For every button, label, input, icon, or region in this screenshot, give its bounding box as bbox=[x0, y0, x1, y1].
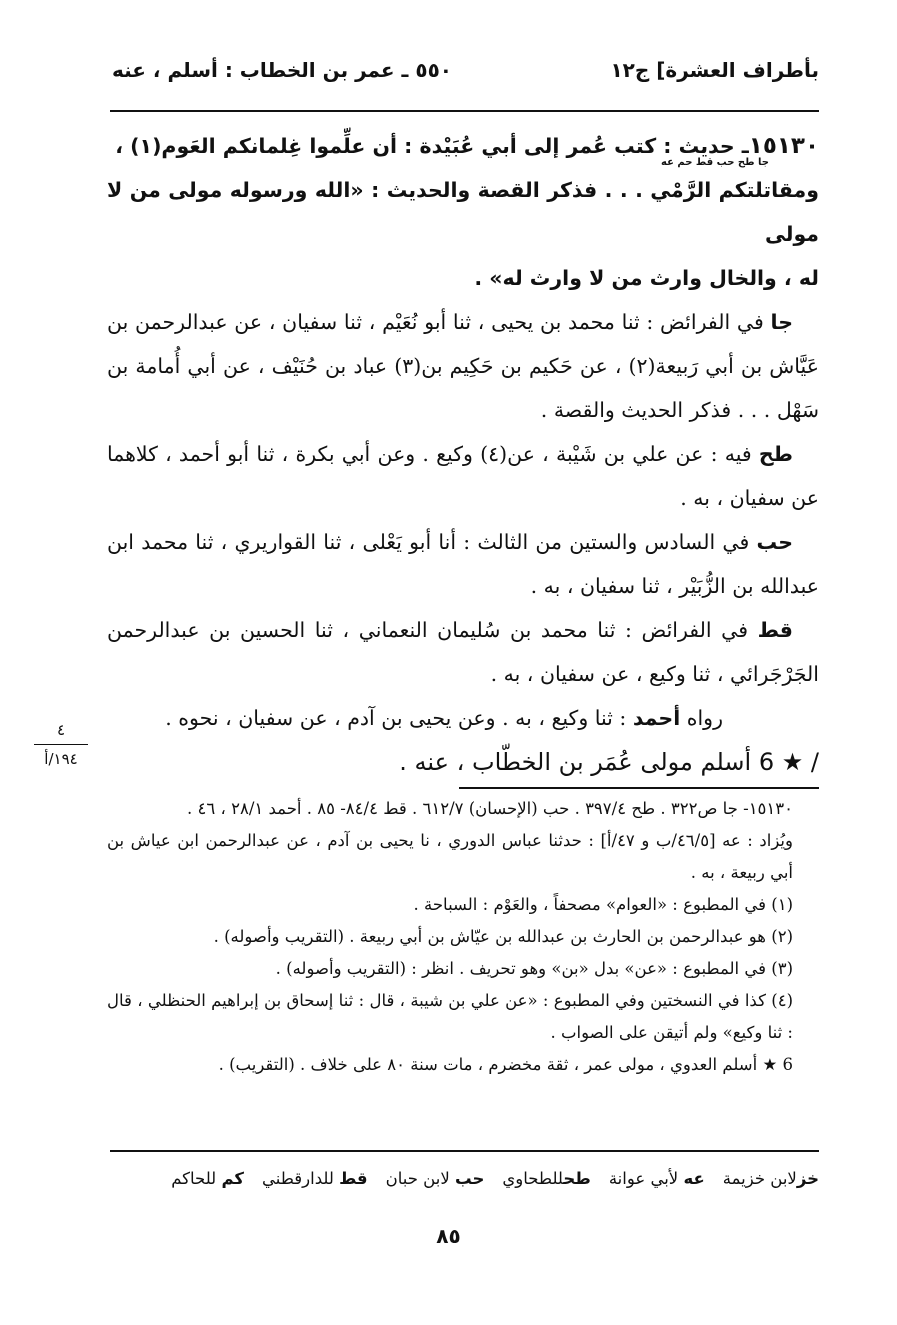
sigla-item: قط للدارقطني bbox=[262, 1169, 368, 1188]
sigla-item: عه لأبي عوانة bbox=[608, 1169, 705, 1188]
paragraph-text: في الفرائض : ثنا محمد بن يحيى ، ثنا أبو نُعَيْم ، ثنا سفيان ، عن عبدالرحمن بن عَيَّاش بن أبي رَبيعة(٢) ، عن حَكيم بن حَكِيم بن(٣) عباد بن حُنَيْف ، عن أبي أُمامة بن سَهْل . . . فذكر الحديث والقصة . bbox=[107, 310, 819, 422]
note-sources: ١٥١٣٠- جا ص٣٢٢ . طح ٣٩٧/٤ . حب (الإحسان) ٦١٢/٧ . قط ٨٤/٤- ٨٥ . أحمد ٢٨/١ ، ٤٦ . bbox=[187, 799, 793, 818]
header-volume: بأطراف العشرة] ج١٢ bbox=[610, 58, 819, 82]
footnotes bbox=[107, 793, 819, 1081]
footnote-rule bbox=[459, 787, 819, 789]
paragraph-text: في السادس والستين من الثالث : أنا أبو يَعْلى ، ثنا القواريري ، ثنا محمد ابن عبدالله بن الزُّبَيْر ، ثنا سفيان ، به . bbox=[107, 530, 819, 598]
source-key: قط bbox=[757, 618, 793, 642]
page-number: ٨٥ bbox=[436, 1224, 461, 1248]
note-addition: ويُزاد : عه [٤٦/٥/ب و ٤٧/أ] : حدثنا عباس الدوري ، نا يحيى بن آدم ، عن عبدالرحمن ابن عياش بن أبي ربيعة ، به . bbox=[107, 831, 793, 882]
paragraph-ja bbox=[107, 300, 819, 432]
sigla-item: حب لابن حبان bbox=[385, 1169, 485, 1188]
footnote-3: (٣) في المطبوع : «عن» بدل «بن» وهو تحريف . انظر : (التقريب وأصوله) . bbox=[275, 959, 793, 978]
ahmad-prefix: رواه bbox=[686, 706, 723, 730]
margin-marker-rule bbox=[34, 744, 88, 745]
hadith-line-3: له ، والخال وارث من لا وارث له» . bbox=[474, 266, 819, 290]
footnote-2: (٢) هو عبدالرحمن بن الحارث بن عبدالله بن عيّاش بن أبي ربيعة . (التقريب وأصوله) . bbox=[213, 927, 793, 946]
footnote-4: (٤) كذا في النسختين وفي المطبوع : «عن علي بن شيبة ، قال : ثنا إسحاق بن إبراهيم الحنظلي ، قال : ثنا وكيع» ولم أتيقن على الصواب . bbox=[107, 991, 793, 1042]
sigla-item: طحللطحاوي bbox=[502, 1169, 591, 1188]
margin-marker-top: ٤ bbox=[56, 721, 66, 739]
main-text bbox=[107, 124, 819, 784]
running-header bbox=[112, 58, 819, 98]
sigla-item: خزلابن خزيمة bbox=[722, 1169, 819, 1188]
paragraph-text: في الفرائض : ثنا محمد بن سُليمان النعماني ، ثنا الحسين بن عبدالرحمن الجَرْجَرائي ، ثنا وكيع ، عن سفيان ، به . bbox=[107, 618, 819, 686]
sigla-legend bbox=[107, 1164, 819, 1194]
footnote-1: (١) في المطبوع : «العوام» مصحفاً ، والعَوْم : السباحة . bbox=[413, 895, 793, 914]
paragraph-qut bbox=[107, 608, 819, 696]
footnote-5: 6 ★ أسلم العدوي ، مولى عمر ، ثقة مخضرم ، مات سنة ٨٠ على خلاف . (التقريب) . bbox=[218, 1055, 793, 1074]
source-key: طح bbox=[758, 442, 793, 466]
source-key: جا bbox=[770, 310, 793, 334]
paragraph-hib bbox=[107, 520, 819, 608]
section-heading bbox=[107, 740, 819, 784]
hadith-lead: ـ حديث : كتب عُمر إلى أبي عُبَيْدة : أن علِّموا غِلمانكم العَوم(١) ، bbox=[115, 134, 749, 158]
header-rule bbox=[110, 110, 819, 112]
hadith-line-2: ومقاتلتكم الرَّمْي . . . فذكر القصة والحديث : «الله ورسوله مولى من لا مولى bbox=[107, 178, 819, 246]
section-marker: 6 ★ / bbox=[758, 748, 819, 776]
hadith-source-codes: جا طح حب قط حم عه bbox=[661, 157, 769, 168]
paragraph-text: فيه : عن علي بن شَيْبة ، عن(٤) وكيع . وعن أبي بكرة ، ثنا أبو أحمد ، كلاهما عن سفيان ، به . bbox=[107, 442, 819, 510]
sigla-rule bbox=[110, 1150, 819, 1152]
header-chapter: ٥٥٠ ـ عمر بن الخطاب : أسلم ، عنه bbox=[112, 58, 452, 82]
source-key: حب bbox=[756, 530, 793, 554]
sigla-item: كم للحاكم bbox=[171, 1169, 244, 1188]
section-title: أسلم مولى عُمَر بن الخطّاب ، عنه . bbox=[399, 748, 752, 776]
hadith-heading bbox=[107, 124, 819, 168]
manuscript-folio-marker bbox=[28, 720, 94, 769]
paragraph-ahmad bbox=[107, 696, 819, 740]
margin-marker-bottom: ١٩٤/أ bbox=[44, 750, 78, 768]
ahmad-name: أحمد bbox=[632, 706, 681, 730]
hadith-number: ١٥١٣٠ bbox=[748, 133, 819, 159]
ahmad-text: : ثنا وكيع ، به . وعن يحيى بن آدم ، عن سفيان ، نحوه . bbox=[165, 706, 627, 730]
paragraph-tah bbox=[107, 432, 819, 520]
